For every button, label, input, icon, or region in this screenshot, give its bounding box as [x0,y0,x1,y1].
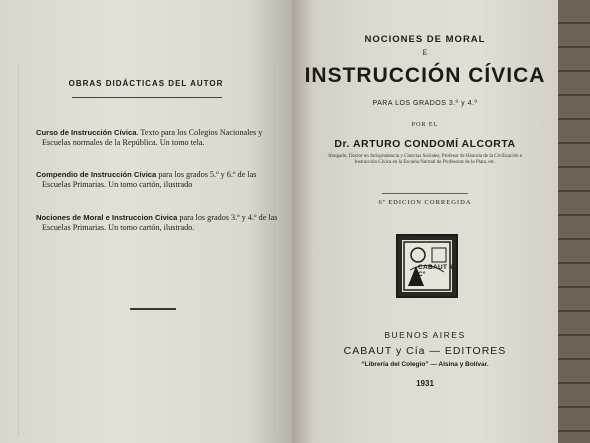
heading-rule [72,97,222,98]
edition-rule [382,193,468,194]
work-entry-title: Compendio de Instrucción Cívica [36,170,157,179]
left-page-frame [18,65,278,437]
edition-note: 6ª EDICION CORREGIDA [378,199,472,206]
publisher: CABAUT y Cía — EDITORES [343,345,507,357]
wooden-background [556,0,590,443]
work-entry-text: para los grados 3.º y 4.º de las Escuelas Primarias. Un tomo cartón, ilustrado. [42,213,278,232]
work-entry-title: Curso de Instrucción Cívica [36,128,137,137]
grades-line: PARA LOS GRADOS 3.º y 4.º [372,100,478,107]
author-credentials: Abogado; Doctor en Jurisprudencia y Ciencias Sociales; Profesor de Historia de la Civilización e Instrucción Cívica en la Escuela Normal de Profesoras de la Plata, etc. [327,154,523,165]
work-entry-1 [36,128,280,148]
title-line-1: NOCIONES DE MORAL [364,34,486,45]
work-entry-2 [36,170,280,190]
city: BUENOS AIRES [384,330,466,340]
author-name: Dr. ARTURO CONDOMÍ ALCORTA [334,138,516,150]
work-entry-text: para los grados 5.º y 6.º de las Escuelas Primarias. Un tomo cartón, ilustrado [42,170,257,189]
work-entry-3 [36,213,280,233]
main-title: INSTRUCCIÓN CÍVICA [304,64,546,87]
works-heading: OBRAS DIDÁCTICAS DEL AUTOR [68,79,224,88]
emblem-text: CABAUT & Cº [418,264,455,278]
title-line-2: E [422,48,428,57]
end-rule [130,308,176,310]
publisher-address: “Librería del Colegio” — Alsina y Bolívar. [361,361,489,368]
by-line: POR EL [411,122,439,128]
work-entry-title: Nociones de Moral e Instruccion Civica [36,213,178,222]
publication-year: 1931 [416,379,434,388]
work-entry-text: . Texto para los Colegios Nacionales y Escuelas normales de la República. Un tomo tela. [42,128,263,147]
publisher-emblem [396,234,458,298]
